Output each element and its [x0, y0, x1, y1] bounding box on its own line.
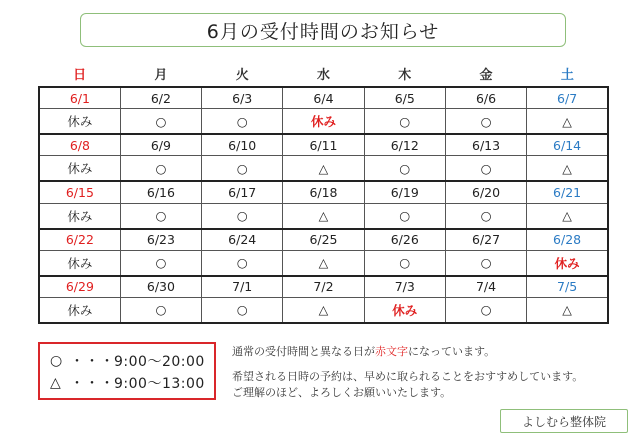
- status-row: [39, 109, 608, 135]
- status-cell: 休み: [39, 297, 120, 323]
- weekday-header: [39, 64, 608, 82]
- status-cell: △: [527, 297, 608, 323]
- status-cell: △: [527, 156, 608, 182]
- notice-line-1: 通常の受付時間と異なる日が赤文字になっています。: [232, 345, 496, 358]
- date-row: [39, 87, 608, 109]
- date-cell: 6/9: [120, 134, 201, 156]
- status-cell: ○: [120, 250, 201, 276]
- date-cell: 6/13: [445, 134, 526, 156]
- date-row: [39, 181, 608, 203]
- date-cell: 6/6: [445, 87, 526, 109]
- status-cell: 休み: [39, 250, 120, 276]
- status-cell: ○: [202, 250, 283, 276]
- date-cell: 7/1: [202, 276, 283, 298]
- status-cell: ○: [120, 297, 201, 323]
- date-cell: 6/29: [39, 276, 120, 298]
- status-cell: 休み: [283, 109, 364, 135]
- status-cell: ○: [120, 203, 201, 229]
- status-cell: 休み: [39, 156, 120, 182]
- notice-line-2: 希望される日時の予約は、早めに取られることをおすすめしています。: [232, 370, 584, 383]
- date-cell: 6/22: [39, 229, 120, 251]
- date-cell: 6/1: [39, 87, 120, 109]
- date-row: [39, 229, 608, 251]
- date-cell: 6/21: [527, 181, 608, 203]
- date-cell: 6/17: [202, 181, 283, 203]
- date-cell: 6/27: [445, 229, 526, 251]
- page-title: 6月の受付時間のお知らせ: [80, 13, 566, 47]
- hours-legend: [38, 342, 216, 400]
- legend-triangle-row: [50, 372, 214, 394]
- date-cell: 6/28: [527, 229, 608, 251]
- status-cell: △: [283, 250, 364, 276]
- status-cell: △: [283, 297, 364, 323]
- date-cell: 6/16: [120, 181, 201, 203]
- status-cell: △: [527, 203, 608, 229]
- notice-text: [232, 344, 632, 401]
- date-row: [39, 276, 608, 298]
- status-cell: ○: [120, 156, 201, 182]
- weekday-wed: 水: [316, 68, 330, 83]
- schedule-calendar: [38, 86, 609, 324]
- status-cell: ○: [445, 250, 526, 276]
- legend-dots: ・・・: [70, 376, 115, 392]
- status-cell: △: [527, 109, 608, 135]
- date-cell: 6/3: [202, 87, 283, 109]
- status-cell: ○: [202, 203, 283, 229]
- legend-triangle-hours: 9:00〜13:00: [114, 376, 205, 392]
- status-cell: 休み: [527, 250, 608, 276]
- status-cell: ○: [202, 297, 283, 323]
- status-cell: ○: [445, 156, 526, 182]
- clinic-name: よしむら整体院: [500, 409, 628, 433]
- notice-line-3: ご理解のほど、よろしくお願いいたします。: [232, 386, 452, 399]
- status-cell: ○: [364, 156, 445, 182]
- legend-circle-row: [50, 350, 214, 372]
- weekday-sat: 土: [560, 68, 574, 83]
- status-cell: ○: [202, 156, 283, 182]
- date-cell: 6/23: [120, 229, 201, 251]
- weekday-thu: 木: [398, 68, 412, 83]
- legend-circle-hours: 9:00〜20:00: [114, 354, 205, 370]
- weekday-sun: 日: [73, 68, 87, 83]
- circle-symbol: ○: [50, 353, 63, 369]
- status-cell: ○: [120, 109, 201, 135]
- status-row: [39, 156, 608, 182]
- triangle-symbol: △: [50, 375, 62, 391]
- status-cell: 休み: [39, 203, 120, 229]
- status-cell: △: [283, 156, 364, 182]
- status-cell: △: [283, 203, 364, 229]
- status-row: [39, 203, 608, 229]
- date-cell: 7/3: [364, 276, 445, 298]
- date-row: [39, 134, 608, 156]
- status-cell: ○: [364, 250, 445, 276]
- status-cell: 休み: [39, 109, 120, 135]
- date-cell: 6/5: [364, 87, 445, 109]
- weekday-fri: 金: [479, 68, 493, 83]
- status-cell: ○: [364, 109, 445, 135]
- date-cell: 6/14: [527, 134, 608, 156]
- status-cell: ○: [364, 203, 445, 229]
- date-cell: 6/8: [39, 134, 120, 156]
- status-row: [39, 297, 608, 323]
- date-cell: 6/2: [120, 87, 201, 109]
- status-cell: ○: [445, 203, 526, 229]
- date-cell: 6/12: [364, 134, 445, 156]
- date-cell: 6/26: [364, 229, 445, 251]
- status-row: [39, 250, 608, 276]
- date-cell: 6/20: [445, 181, 526, 203]
- date-cell: 6/30: [120, 276, 201, 298]
- date-cell: 6/4: [283, 87, 364, 109]
- weekday-tue: 火: [235, 68, 249, 83]
- weekday-mon: 月: [154, 68, 168, 83]
- legend-dots: ・・・: [70, 354, 115, 370]
- date-cell: 7/2: [283, 276, 364, 298]
- date-cell: 6/24: [202, 229, 283, 251]
- date-cell: 6/7: [527, 87, 608, 109]
- date-cell: 6/18: [283, 181, 364, 203]
- date-cell: 7/4: [445, 276, 526, 298]
- status-cell: 休み: [364, 297, 445, 323]
- date-cell: 6/19: [364, 181, 445, 203]
- status-cell: ○: [445, 109, 526, 135]
- red-text-note: 赤文字: [375, 345, 408, 358]
- date-cell: 6/25: [283, 229, 364, 251]
- date-cell: 6/15: [39, 181, 120, 203]
- date-cell: 6/11: [283, 134, 364, 156]
- date-cell: 6/10: [202, 134, 283, 156]
- date-cell: 7/5: [527, 276, 608, 298]
- status-cell: ○: [445, 297, 526, 323]
- status-cell: ○: [202, 109, 283, 135]
